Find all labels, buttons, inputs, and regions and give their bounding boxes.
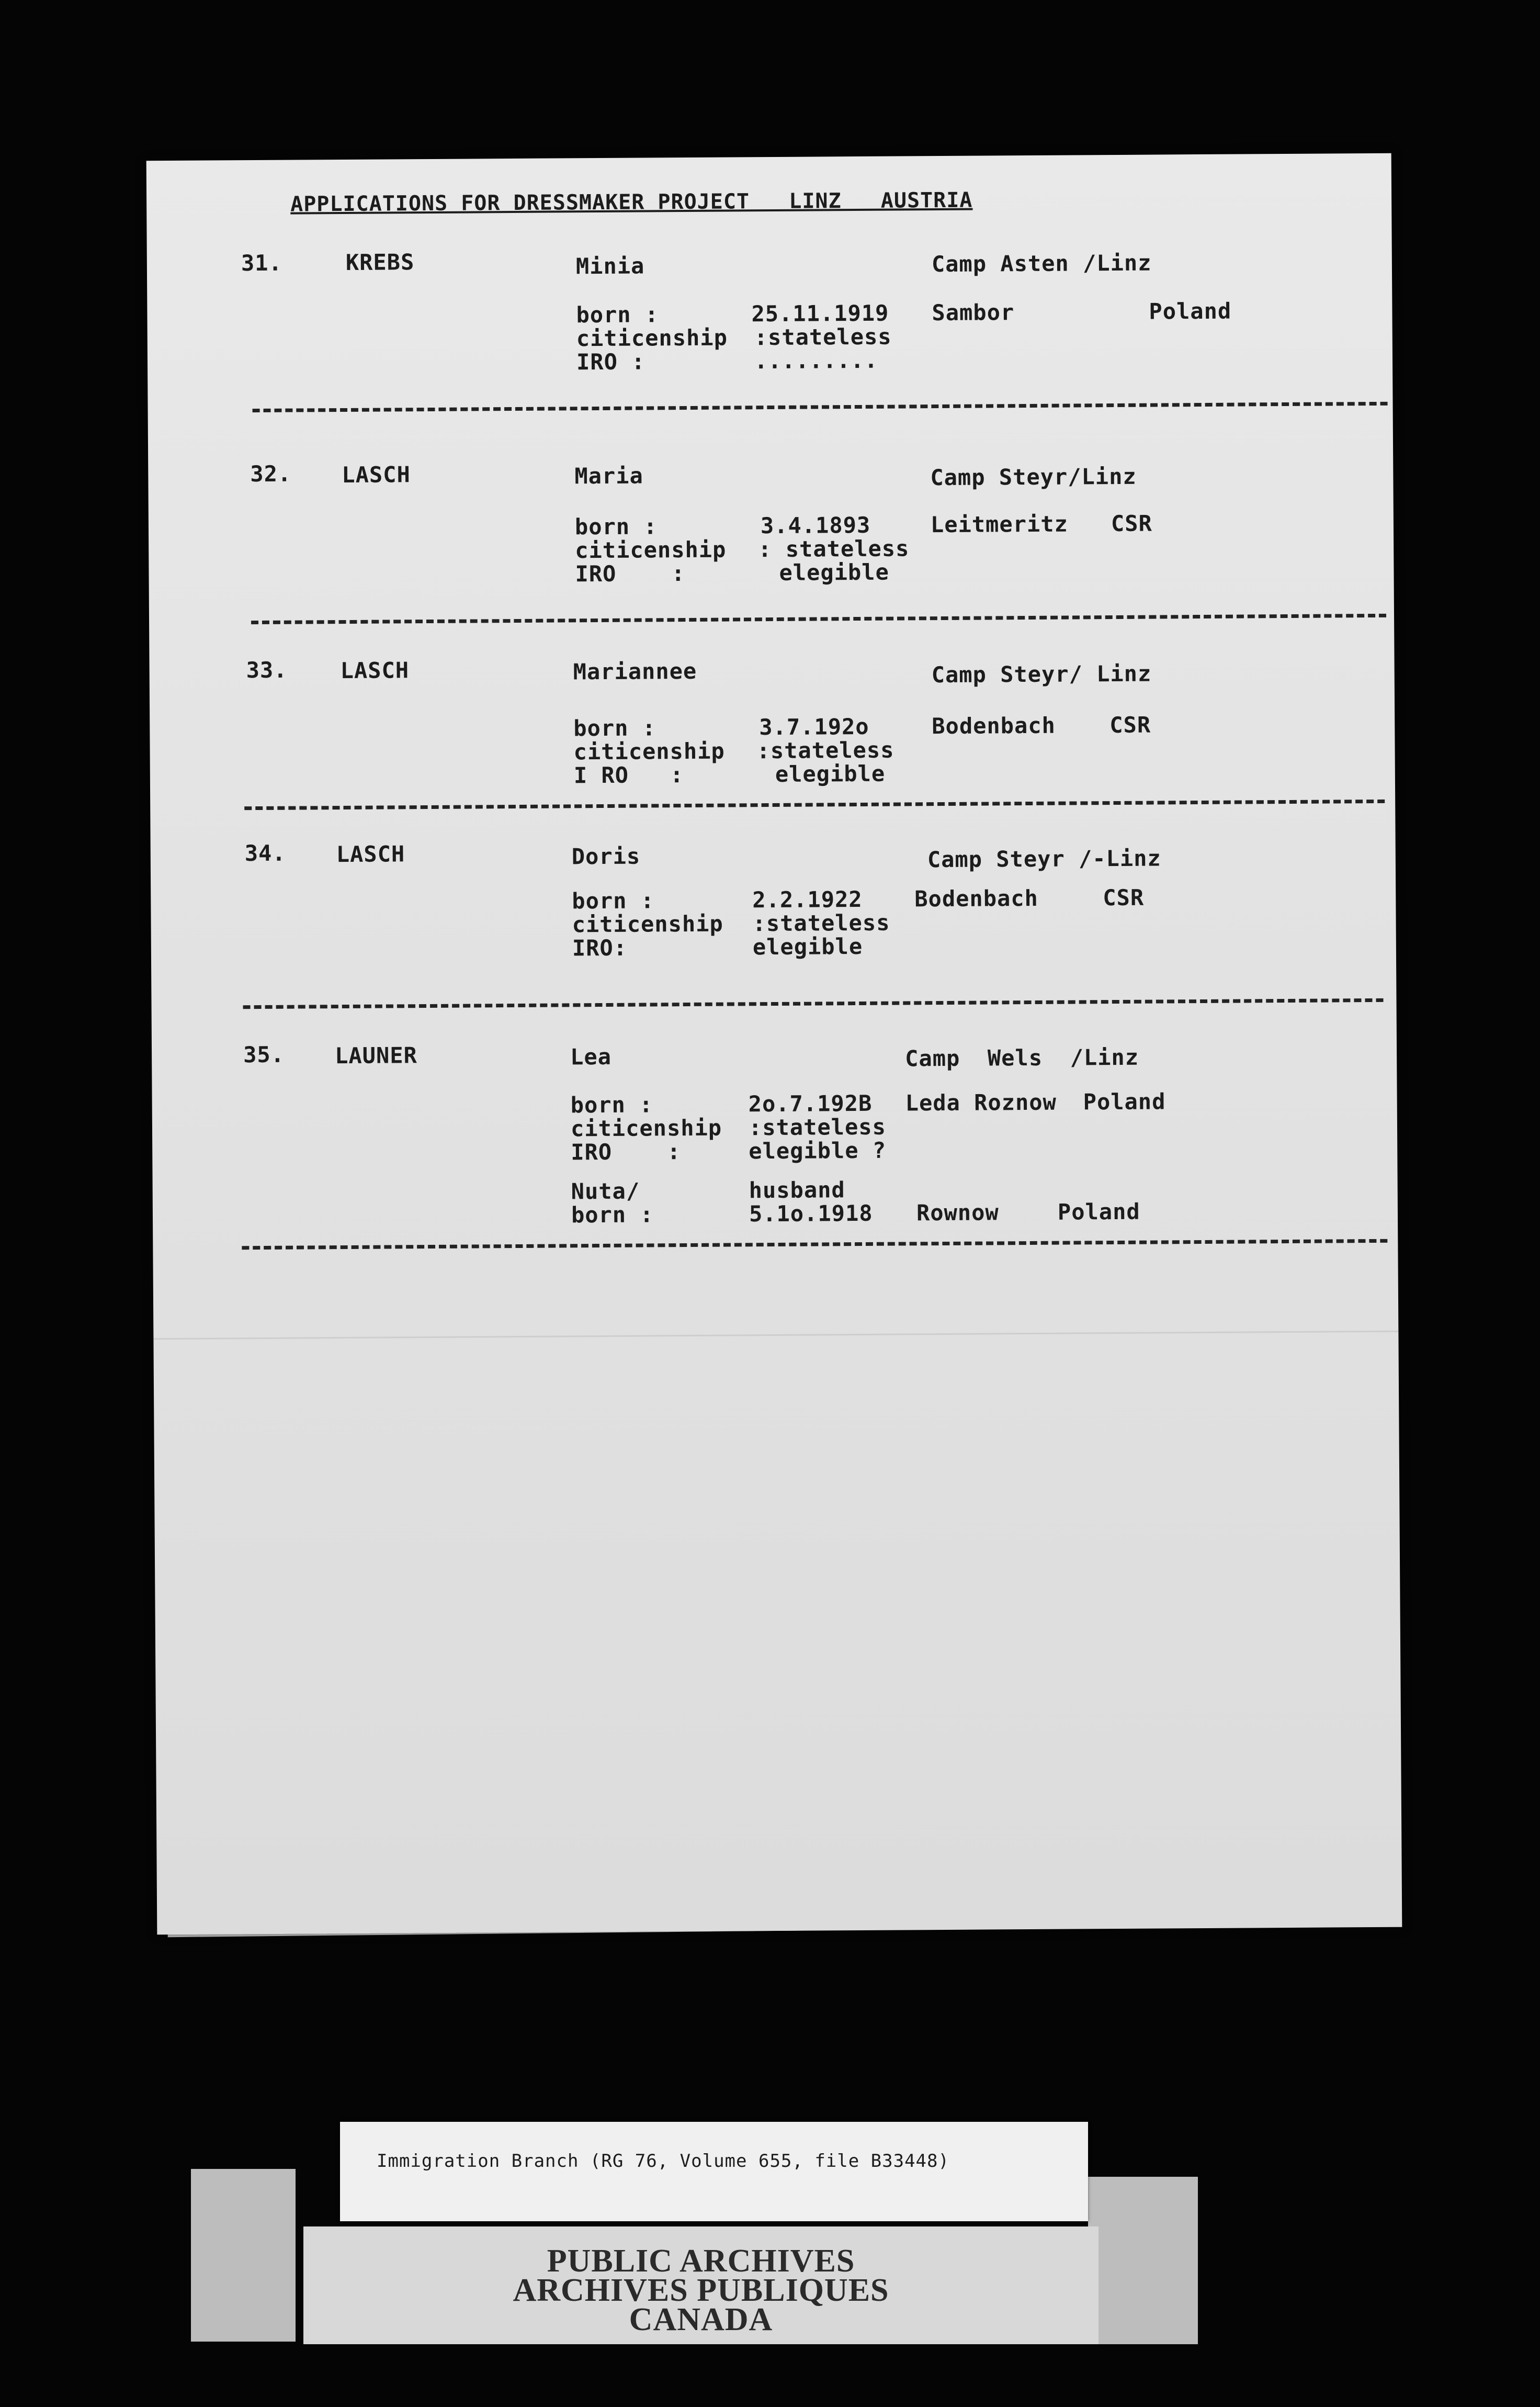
- born-place: Leda Roznow: [905, 1089, 1057, 1116]
- entry-surname: LASCH: [342, 462, 411, 488]
- entry-first-name: Lea: [570, 1043, 612, 1070]
- entry-number: 31.: [241, 250, 282, 276]
- entry-camp: Camp Steyr /-Linz: [927, 845, 1161, 873]
- iro-label: IRO:: [572, 935, 628, 961]
- iro-value: elegible: [775, 760, 886, 787]
- born-date: 3.7.192o: [759, 713, 869, 740]
- iro-value: elegible: [752, 933, 863, 960]
- entry-surname: KREBS: [345, 249, 415, 275]
- born-country: CSR: [1109, 712, 1151, 738]
- citizenship-label: citicenship: [570, 1115, 722, 1142]
- born-country: CSR: [1103, 884, 1145, 911]
- born-date: 25.11.1919: [751, 300, 889, 327]
- entry-number: 35.: [243, 1041, 285, 1068]
- citizenship-value: :stateless: [756, 737, 894, 764]
- spouse-born-country: Poland: [1057, 1198, 1140, 1225]
- stamp-line-2: ARCHIVES PUBLIQUES: [513, 2273, 889, 2308]
- entry-camp: Camp Wels /Linz: [905, 1044, 1139, 1072]
- entry-first-name: Minia: [575, 253, 645, 279]
- born-country: Poland: [1083, 1088, 1166, 1115]
- separator-line: [244, 800, 1385, 810]
- archive-reference-label: [340, 2122, 1088, 2221]
- document-title: APPLICATIONS FOR DRESSMAKER PROJECT LINZ AUSTRIA: [290, 188, 973, 217]
- born-label: born :: [570, 1092, 653, 1118]
- archive-reference: Immigration Branch (RG 76, Volume 655, file B33448): [377, 2151, 949, 2172]
- citizenship-label: citicenship: [575, 536, 727, 564]
- spouse-born-place: Rownow: [916, 1199, 999, 1226]
- entry-first-name: Maria: [574, 463, 643, 489]
- born-place: Leitmeritz: [930, 511, 1068, 538]
- entry-number: 33.: [246, 657, 288, 683]
- label-strip-left: [191, 2169, 296, 2342]
- iro-value: elegible ?: [749, 1137, 887, 1164]
- spouse-relation: husband: [749, 1177, 845, 1204]
- iro-label: IRO :: [575, 560, 685, 587]
- archive-stamp-label: [303, 2226, 1099, 2344]
- citizenship-value: : stateless: [758, 535, 910, 563]
- entry-first-name: Doris: [571, 843, 641, 870]
- born-label: born :: [573, 715, 656, 741]
- spouse-born-date: 5.1o.1918: [749, 1200, 873, 1227]
- born-place: Bodenbach: [914, 885, 1039, 912]
- iro-label: IRO :: [576, 348, 646, 375]
- citizenship-label: citicenship: [572, 910, 723, 938]
- born-label: born :: [572, 887, 655, 914]
- born-date: 2o.7.192B: [748, 1090, 873, 1117]
- iro-label: I RO :: [573, 762, 684, 789]
- spouse-name: Nuta/: [571, 1178, 640, 1205]
- label-strip-right: [1088, 2177, 1198, 2344]
- page-fold: [153, 1331, 1398, 1340]
- separator-line: [242, 1239, 1387, 1250]
- born-country: Poland: [1149, 298, 1232, 324]
- document-page: [146, 153, 1402, 1934]
- born-place: Sambor: [932, 299, 1015, 326]
- separator-line: [253, 402, 1388, 412]
- entry-surname: LAUNER: [334, 1042, 417, 1069]
- born-label: born :: [574, 513, 658, 540]
- iro-value: .........: [754, 347, 878, 374]
- citizenship-value: :stateless: [754, 323, 892, 351]
- separator-line: [251, 614, 1386, 624]
- born-country: CSR: [1111, 510, 1152, 537]
- born-date: 3.4.1893: [760, 512, 871, 539]
- citizenship-value: :stateless: [752, 909, 890, 937]
- stamp-line-1: PUBLIC ARCHIVES: [547, 2243, 855, 2279]
- citizenship-label: citicenship: [573, 738, 725, 765]
- born-label: born :: [576, 301, 659, 328]
- iro-value: elegible: [779, 559, 889, 586]
- entry-camp: Camp Steyr/ Linz: [931, 660, 1152, 688]
- separator-line: [243, 998, 1384, 1009]
- born-date: 2.2.1922: [752, 886, 863, 913]
- entry-surname: LASCH: [336, 841, 405, 868]
- citizenship-value: :stateless: [748, 1113, 886, 1141]
- entry-number: 34.: [244, 840, 286, 867]
- spouse-born-label: born :: [571, 1201, 654, 1228]
- entry-first-name: Mariannee: [573, 658, 697, 685]
- born-place: Bodenbach: [932, 712, 1056, 739]
- citizenship-label: citicenship: [576, 324, 728, 352]
- entry-number: 32.: [250, 460, 292, 487]
- entry-camp: Camp Steyr/Linz: [930, 463, 1137, 491]
- iro-label: IRO :: [571, 1139, 681, 1165]
- entry-camp: Camp Asten /Linz: [931, 250, 1152, 277]
- entry-surname: LASCH: [340, 657, 410, 684]
- stamp-line-3: CANADA: [629, 2302, 773, 2337]
